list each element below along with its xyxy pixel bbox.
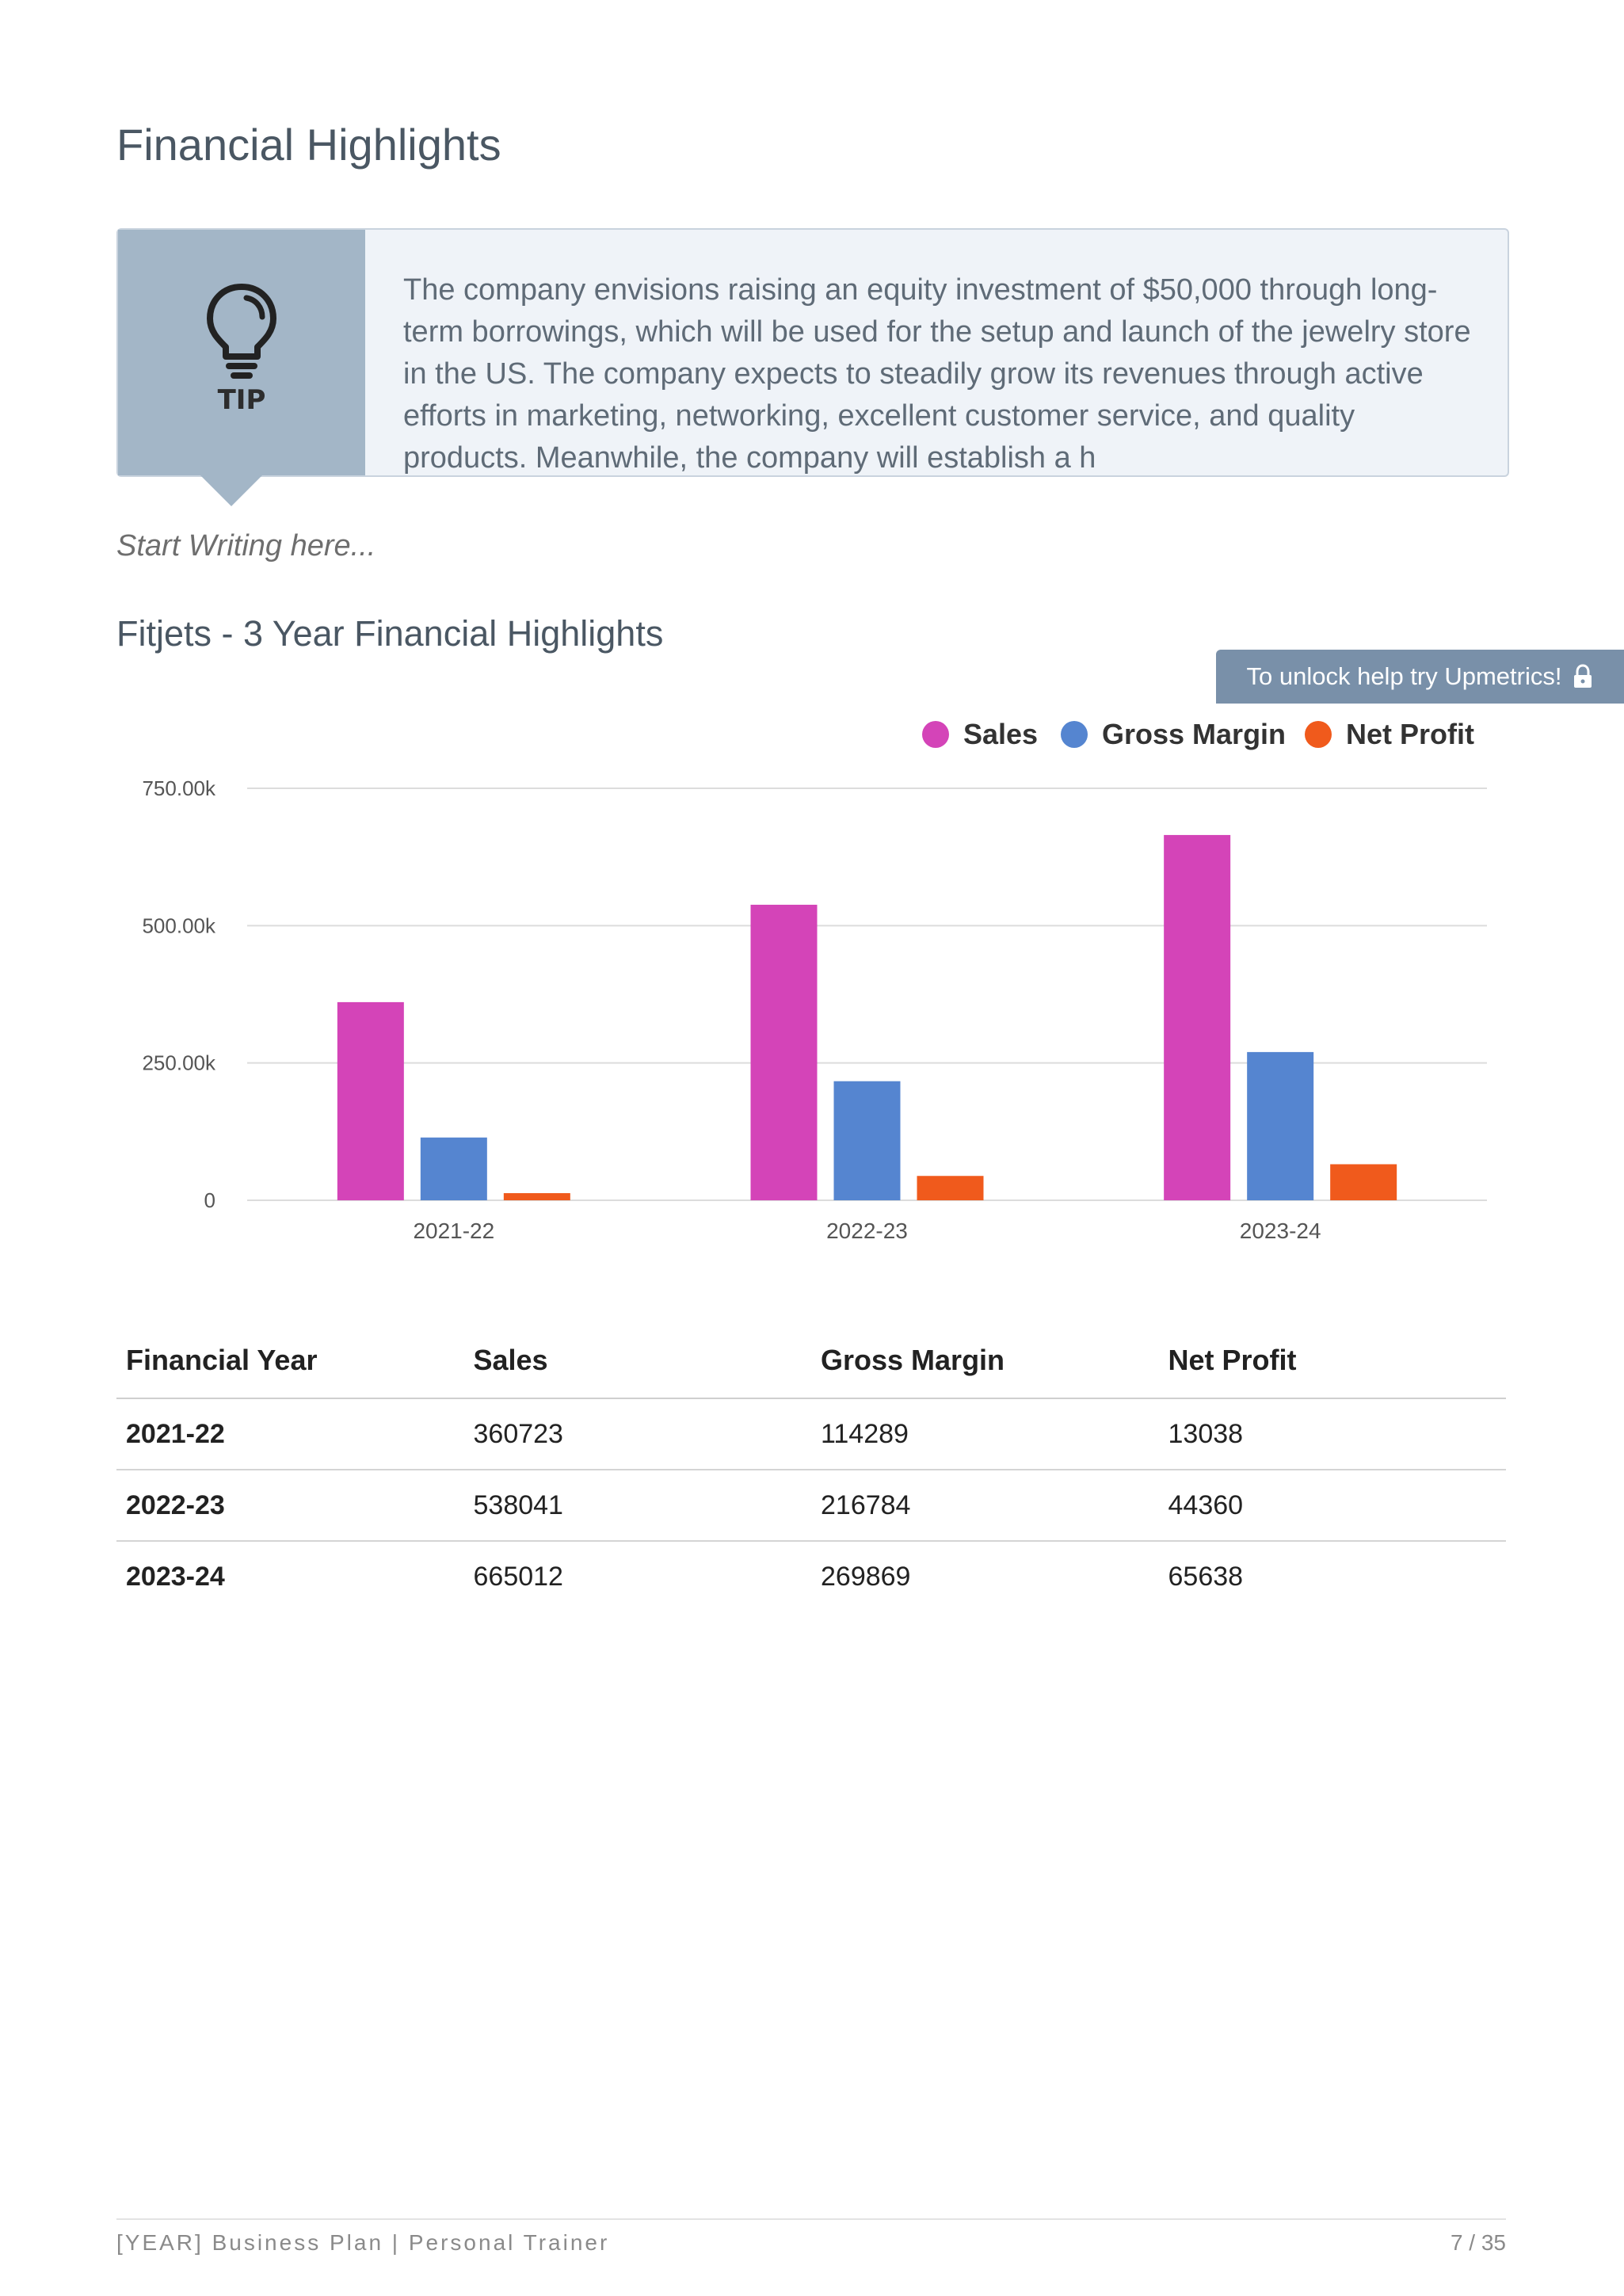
lock-icon: [1573, 665, 1593, 688]
bar-gross-margin: [834, 1081, 901, 1200]
y-tick-label: 750.00k: [142, 776, 215, 800]
section-title: Fitjets - 3 Year Financial Highlights: [116, 613, 664, 654]
legend-label: Net Profit: [1346, 718, 1474, 750]
tip-sidebar: [118, 230, 365, 475]
cell-gross-margin: 269869: [821, 1561, 911, 1592]
unlock-label: To unlock help try Upmetrics!: [1246, 662, 1562, 690]
tip-text: The company envisions raising an equity investment of $50,000 through long-term borrowings, which will be used for the setup and launch of the jewelry store in the US. The company expects to steadily grow its revenues through active efforts in marketing, networking, excellent customer service, and quality products. Meanwhile, the company will establish a h: [403, 273, 1471, 475]
legend-label: Gross Margin: [1102, 718, 1287, 750]
bar-net-profit: [504, 1193, 570, 1200]
x-tick-label: 2023-24: [1239, 1219, 1321, 1243]
cell-year: 2023-24: [126, 1561, 225, 1592]
x-tick-label: 2021-22: [413, 1219, 495, 1243]
cell-gross-margin: 216784: [811, 1470, 1159, 1541]
bar-gross-margin: [421, 1138, 487, 1200]
legend-label: Sales: [963, 718, 1039, 750]
y-tick-label: 0: [204, 1188, 215, 1212]
table-header-row: [116, 1323, 1506, 1398]
unlock-button[interactable]: [1216, 650, 1624, 704]
bar-sales: [1164, 835, 1230, 1200]
cell-gross-margin: 114289: [811, 1398, 1159, 1470]
table-row: [116, 1541, 1506, 1611]
y-tick-label: 500.00k: [142, 913, 215, 938]
cell-year: 2021-22: [116, 1398, 464, 1470]
table-row: [116, 1398, 1506, 1470]
cell-net-profit: 44360: [1159, 1470, 1507, 1541]
page-title: Financial Highlights: [116, 120, 501, 170]
bar-gross-margin: [1247, 1052, 1313, 1200]
legend-marker: [1305, 721, 1332, 748]
x-tick-label: 2022-23: [826, 1219, 908, 1243]
bar-net-profit: [1330, 1164, 1397, 1200]
lightbulb-icon: [202, 280, 281, 383]
tip-label: TIP: [217, 384, 266, 416]
cell-sales: 360723: [464, 1398, 812, 1470]
table-row: [116, 1470, 1506, 1541]
legend-marker: [1061, 721, 1088, 748]
tip-pointer: [198, 473, 265, 506]
column-header-gross-margin: Gross Margin: [811, 1323, 1159, 1398]
column-header-financial-year: Financial Year: [116, 1323, 464, 1398]
column-header-net-profit: Net Profit: [1159, 1323, 1507, 1398]
cell-sales: 665012: [473, 1561, 563, 1592]
bar-sales: [337, 1002, 404, 1200]
legend-marker: [922, 721, 949, 748]
footer-page-number: 7 / 35: [1450, 2230, 1506, 2255]
footer-divider: [116, 2218, 1506, 2220]
footer-document-title: [YEAR] Business Plan | Personal Trainer: [116, 2230, 610, 2255]
financial-bar-chart: [116, 705, 1506, 1260]
start-writing-placeholder[interactable]: Start Writing here...: [116, 529, 376, 563]
cell-net-profit: 65638: [1168, 1561, 1244, 1592]
cell-sales: 538041: [464, 1470, 812, 1541]
column-header-sales: Sales: [464, 1323, 812, 1398]
bar-sales: [751, 905, 818, 1200]
cell-year: 2022-23: [116, 1470, 464, 1541]
financial-table: [116, 1323, 1506, 1611]
bar-net-profit: [917, 1176, 984, 1200]
y-tick-label: 250.00k: [142, 1051, 215, 1075]
cell-net-profit: 13038: [1159, 1398, 1507, 1470]
